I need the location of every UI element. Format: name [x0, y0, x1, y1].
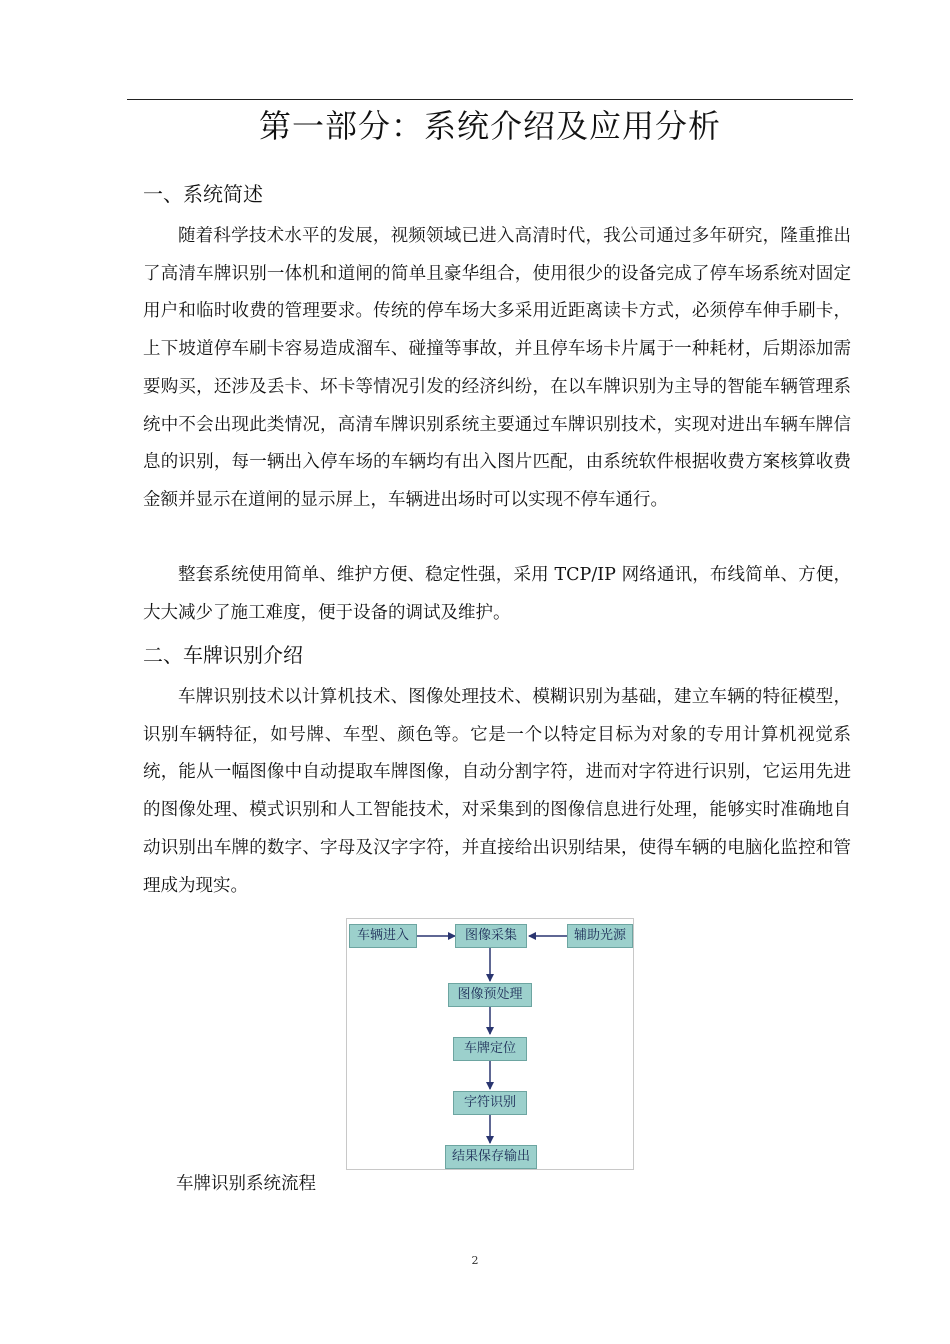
- flow-step-preprocess: 图像预处理: [448, 983, 532, 1007]
- flow-step-image-capture: 图像采集: [455, 924, 527, 948]
- header-rule: [127, 99, 853, 100]
- flowchart: [346, 918, 634, 1170]
- flow-step-char-recognition: 字符识别: [453, 1091, 527, 1115]
- flow-step-vehicle-in: 车辆进入: [349, 924, 417, 948]
- paragraph-overview-2: 整套系统使用简单、维护方便、稳定性强，采用 TCP/IP 网络通讯，布线简单、方便，大大减少了施工难度，便于设备的调试及维护。: [143, 565, 851, 623]
- paragraph-overview-1: 随着科学技术水平的发展，视频领域已进入高清时代，我公司通过多年研究，隆重推出了高清车牌识别一体机和道闸的简单且豪华组合，使用很少的设备完成了停车场系统对固定用户和临时收费的管理要求。传统的停车场大多采用近距离读卡方式，必须停车伸手刷卡，上下坡道停车刷卡容易造成溜车、碰撞等事故，并且停车场卡片属于一种耗材，后期添加需要购买，还涉及丢卡、坏卡等情况引发的经济纠纷，在以车牌识别为主导的智能车辆管理系统中不会出现此类情况，高清车牌识别系统主要通过车牌识别技术，实现对进出车辆车牌信息的识别，每一辆出入停车场的车辆均有出入图片匹配，由系统软件根据收费方案核算收费金额并显示在道闸的显示屏上，车辆进出场时可以实现不停车通行。: [143, 226, 851, 510]
- flow-step-plate-locate: 车牌定位: [453, 1037, 527, 1061]
- figure-caption: 车牌识别系统流程: [176, 1174, 316, 1194]
- section-heading-overview: 一、系统简述: [143, 182, 263, 206]
- flow-step-output: 结果保存输出: [445, 1145, 537, 1169]
- flow-step-aux-light: 辅助光源: [567, 924, 633, 948]
- section-heading-plate-recognition: 二、车牌识别介绍: [143, 643, 303, 667]
- paragraph-plate-recognition: 车牌识别技术以计算机技术、图像处理技术、模糊识别为基础，建立车辆的特征模型，识别车辆特征，如号牌、车型、颜色等。它是一个以特定目标为对象的专用计算机视觉系统，能从一幅图像中自动提取车牌图像，自动分割字符，进而对字符进行识别，它运用先进的图像处理、模式识别和人工智能技术，对采集到的图像信息进行处理，能够实时准确地自动识别出车牌的数字、字母及汉字字符，并直接给出识别结果，使得车辆的电脑化监控和管理成为现实。: [143, 687, 851, 896]
- page-number: 2: [471, 1254, 479, 1267]
- page-title: 第一部分：系统介绍及应用分析: [258, 107, 721, 145]
